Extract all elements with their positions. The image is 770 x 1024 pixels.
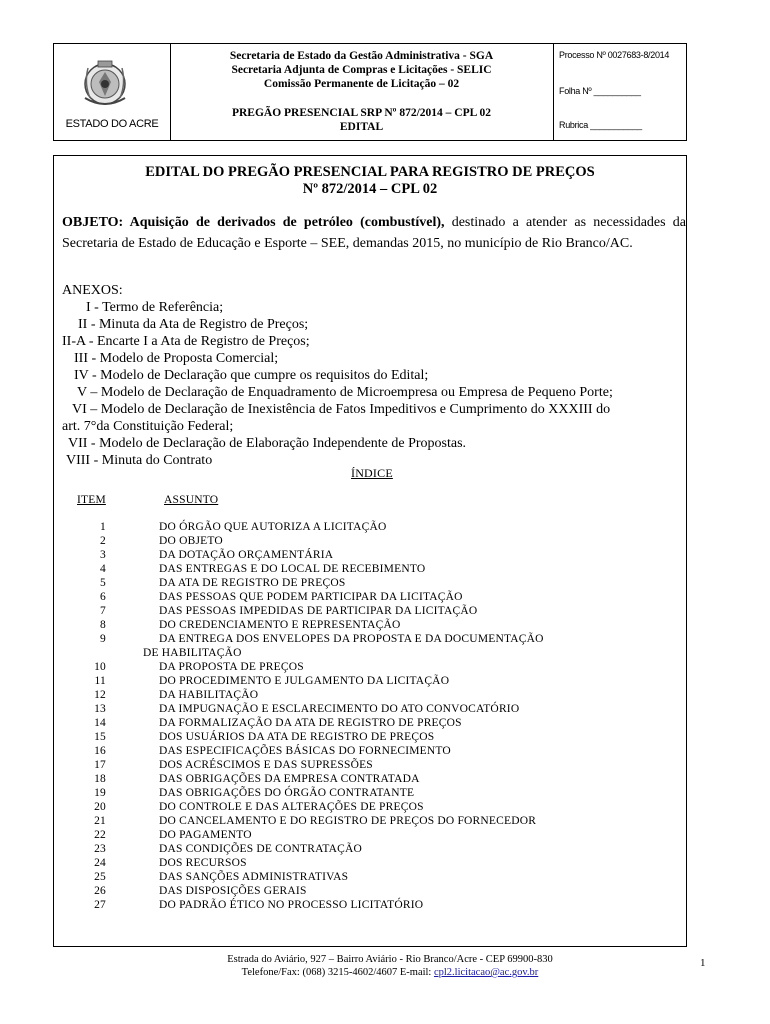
index-item-subject: DOS USUÁRIOS DA ATA DE REGISTRO DE PREÇOS — [159, 731, 435, 743]
footer-email-link[interactable]: cpl2.licitacao@ac.gov.br — [433, 967, 539, 978]
index-item-subject: DAS ESPECIFICAÇÕES BÁSICAS DO FORNECIMENTO — [159, 745, 451, 757]
index-item-subject: DA HABILITAÇÃO — [159, 689, 259, 701]
folha-field: Folha Nº __________ — [559, 86, 641, 96]
header-edital: EDITAL — [339, 121, 384, 133]
index-item-number: 21 — [94, 815, 106, 827]
index-item-number: 13 — [94, 703, 106, 715]
index-item-subject: DA FORMALIZAÇÃO DA ATA DE REGISTRO DE PREÇOS — [159, 717, 462, 729]
index-item-subject: DO OBJETO — [159, 535, 223, 547]
index-item-subject: DAS OBRIGAÇÕES DA EMPRESA CONTRATADA — [159, 773, 420, 785]
index-item-number: 14 — [94, 717, 106, 729]
index-item-number: 3 — [100, 549, 106, 561]
objeto-text: destinado a atender as necessidades da Secretaria de Estado de Educação e Esporte – SEE, demandas 2015, no município de Rio Branco/AC. — [62, 215, 686, 251]
index-item-subject: DO ÓRGÃO QUE AUTORIZA A LICITAÇÃO — [159, 521, 387, 533]
index-item-subject: DOS RECURSOS — [159, 857, 247, 869]
index-item-number: 15 — [94, 731, 106, 743]
state-label: ESTADO DO ACRE — [65, 118, 159, 130]
index-item-subject: DO CANCELAMENTO E DO REGISTRO DE PREÇOS DO FORNECEDOR — [159, 815, 537, 827]
anexo-item: III - Modelo de Proposta Comercial; — [74, 351, 279, 366]
index-item-subject: DAS DISPOSIÇÕES GERAIS — [159, 885, 307, 897]
index-item-subject: DO PROCEDIMENTO E JULGAMENTO DA LICITAÇÃO — [159, 675, 450, 687]
index-item-subject: DA PROPOSTA DE PREÇOS — [159, 661, 304, 673]
anexo-item: VIII - Minuta do Contrato — [66, 453, 213, 468]
anexo-item: I - Termo de Referência; — [86, 300, 224, 315]
index-item-subject: DAS CONDIÇÕES DE CONTRATAÇÃO — [159, 843, 363, 855]
index-item-number: 26 — [94, 885, 106, 897]
index-item-number: 20 — [94, 801, 106, 813]
index-item-number: 27 — [94, 899, 106, 911]
footer-phone: Telefone/Fax: (068) 3215-4602/4607 E-mail: — [241, 967, 434, 978]
index-item-number: 5 — [100, 577, 106, 589]
header-pregao: PREGÃO PRESENCIAL SRP Nº 872/2014 – CPL 02 — [231, 107, 492, 119]
index-item-subject: DAS SANÇÕES ADMINISTRATIVAS — [159, 871, 349, 883]
index-item-subject: DA IMPUGNAÇÃO E ESCLARECIMENTO DO ATO CONVOCATÓRIO — [159, 703, 520, 715]
index-item-number: 12 — [94, 689, 106, 701]
footer-contact — [140, 967, 640, 978]
header-line-2: Secretaria Adjunta de Compras e Licitações - SELIC — [231, 64, 492, 76]
anexo-item: VII - Modelo de Declaração de Elaboração Independente de Propostas. — [68, 436, 467, 451]
indice-heading: ÍNDICE — [351, 466, 393, 480]
header-line-1: Secretaria de Estado da Gestão Administrativa - SGA — [229, 50, 494, 62]
rubrica-field: Rubrica ___________ — [559, 120, 642, 130]
index-item-subject: DO PADRÃO ÉTICO NO PROCESSO LICITATÓRIO — [159, 899, 424, 911]
anexo-item: V – Modelo de Declaração de Enquadramento de Microempresa ou Empresa de Pequeno Porte; — [77, 385, 613, 400]
anexo-item: VI – Modelo de Declaração de Inexistência de Fatos Impeditivos e Cumprimento do XXXIII do — [72, 402, 611, 417]
header-title-cell — [170, 44, 554, 140]
index-item-number: 17 — [94, 759, 106, 771]
index-item-number: 7 — [100, 605, 106, 617]
document-title: EDITAL DO PREGÃO PRESENCIAL PARA REGISTRO DE PREÇOS — [145, 164, 595, 180]
page-number: 1 — [700, 957, 706, 969]
index-item-number: 16 — [94, 745, 106, 757]
index-item-number: 2 — [100, 535, 106, 547]
anexo-item: IV - Modelo de Declaração que cumpre os requisitos do Edital; — [74, 368, 429, 383]
document-subtitle: Nº 872/2014 – CPL 02 — [302, 181, 438, 197]
column-header-assunto: ASSUNTO — [164, 494, 219, 506]
objeto-label: OBJETO: Aquisição de derivados de petróleo (combustível), — [62, 215, 445, 230]
index-item-number: 11 — [94, 675, 106, 687]
index-item-number: 25 — [94, 871, 106, 883]
index-item-subject: DO CONTROLE E DAS ALTERAÇÕES DE PREÇOS — [159, 801, 424, 813]
index-item-number: 18 — [94, 773, 106, 785]
processo-number: Processo Nº 0027683-8/2014 — [559, 50, 670, 60]
header-logo-cell — [54, 44, 171, 140]
index-item-subject: DAS PESSOAS QUE PODEM PARTICIPAR DA LICITAÇÃO — [159, 591, 463, 603]
anexos-heading: ANEXOS: — [62, 283, 123, 298]
index-item-subject: DOS ACRÉSCIMOS E DAS SUPRESSÕES — [159, 759, 373, 771]
index-item-number: 10 — [94, 661, 106, 673]
anexo-item: II - Minuta da Ata de Registro de Preços; — [78, 317, 309, 332]
index-item-subject: DE HABILITAÇÃO — [143, 647, 242, 659]
index-item-number: 6 — [100, 591, 106, 603]
index-item-number: 9 — [100, 633, 106, 645]
index-item-number: 1 — [100, 521, 106, 533]
index-item-subject: DAS ENTREGAS E DO LOCAL DE RECEBIMENTO — [159, 563, 426, 575]
index-item-subject: DA ATA DE REGISTRO DE PREÇOS — [159, 577, 346, 589]
anexo-item-continuation: art. 7°da Constituição Federal; — [62, 419, 234, 434]
anexo-item: II-A - Encarte I a Ata de Registro de Preços; — [62, 334, 310, 349]
column-header-item: ITEM — [77, 494, 106, 506]
index-item-number: 22 — [94, 829, 106, 841]
index-item-number: 24 — [94, 857, 106, 869]
header-process-cell — [553, 44, 686, 140]
footer-address: Estrada do Aviário, 927 – Bairro Aviário - Rio Branco/Acre - CEP 69900-830 — [227, 954, 553, 965]
document-header — [53, 43, 687, 141]
index-item-number: 4 — [100, 563, 106, 575]
index-item-number: 19 — [94, 787, 106, 799]
index-item-subject: DO PAGAMENTO — [159, 829, 252, 841]
index-item-subject: DAS PESSOAS IMPEDIDAS DE PARTICIPAR DA LICITAÇÃO — [159, 605, 478, 617]
objeto-paragraph — [62, 212, 686, 254]
index-item-subject: DA ENTREGA DOS ENVELOPES DA PROPOSTA E DA DOCUMENTAÇÃO — [159, 633, 544, 645]
content-frame — [53, 155, 687, 947]
header-line-3: Comissão Permanente de Licitação – 02 — [263, 78, 460, 90]
index-item-subject: DA DOTAÇÃO ORÇAMENTÁRIA — [159, 549, 334, 561]
index-item-number: 23 — [94, 843, 106, 855]
state-coat-of-arms-icon — [80, 58, 130, 114]
index-item-subject: DO CREDENCIAMENTO E REPRESENTAÇÃO — [159, 619, 401, 631]
index-item-subject: DAS OBRIGAÇÕES DO ÓRGÃO CONTRATANTE — [159, 787, 415, 799]
index-item-number: 8 — [100, 619, 106, 631]
